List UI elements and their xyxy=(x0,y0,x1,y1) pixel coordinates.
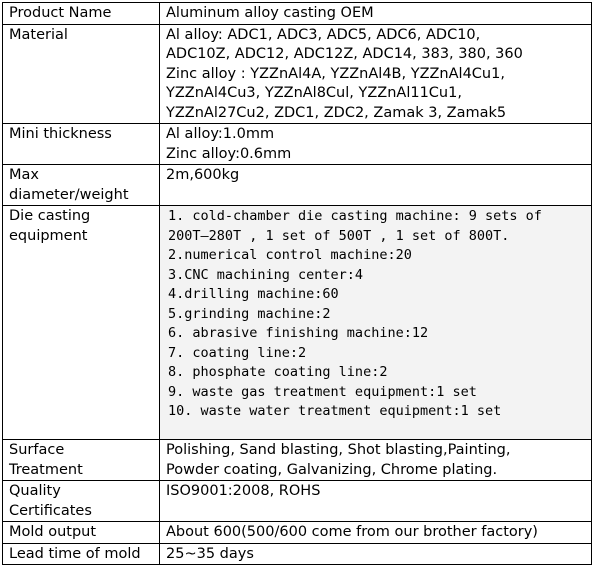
label-text: Max xyxy=(9,167,39,183)
value-text: 10. waste water treatment equipment:1 set xyxy=(168,403,502,419)
row-value xyxy=(160,3,592,25)
label-text: Quality xyxy=(9,483,61,499)
row-value xyxy=(160,124,592,165)
row-value xyxy=(160,522,592,544)
value-text: YZZnAl4Cu3, YZZnAl8Cul, YZZnAl11Cu1, xyxy=(166,85,462,101)
value-text: 1. cold-chamber die casting machine: 9 sets of xyxy=(168,208,542,224)
label-text: Treatment xyxy=(9,461,83,478)
value-text: 4.drilling machine:60 xyxy=(168,286,339,302)
value-text: 2.numerical control machine:20 xyxy=(168,247,412,263)
row-value xyxy=(160,24,592,124)
table-row xyxy=(3,206,592,440)
value-text: ADC10Z, ADC12, ADC12Z, ADC14, 383, 380, 360 xyxy=(166,46,523,62)
row-label xyxy=(3,481,160,522)
row-value xyxy=(160,440,592,481)
product-spec-table xyxy=(2,2,592,565)
value-text: 5.grinding machine:2 xyxy=(168,305,331,322)
table-row xyxy=(3,543,592,565)
row-value xyxy=(160,165,592,206)
value-text: Zinc alloy : YZZnAl4A, YZZnAl4B, YZZnAl4Cu1, xyxy=(166,65,505,82)
row-label xyxy=(3,522,160,544)
table-row xyxy=(3,124,592,165)
table-row xyxy=(3,440,592,481)
value-text: Al alloy: ADC1, ADC3, ADC5, ADC6, ADC10, xyxy=(166,26,481,43)
label-text: Mini thickness xyxy=(9,126,112,142)
row-label xyxy=(3,440,160,481)
table-row xyxy=(3,522,592,544)
label-text: Material xyxy=(9,26,68,43)
table-row xyxy=(3,481,592,522)
row-label xyxy=(3,543,160,565)
label-text: Die casting xyxy=(9,208,91,224)
value-text: 200T—280T , 1 set of 500T , 1 set of 800T. xyxy=(168,227,510,244)
label-text: diameter/weight xyxy=(9,186,129,203)
value-text: 7. coating line:2 xyxy=(168,344,307,361)
label-text: Lead time of mold xyxy=(9,545,141,562)
row-label xyxy=(3,124,160,165)
value-text: About 600(500/600 come from our brother factory) xyxy=(166,524,538,540)
row-value xyxy=(160,481,592,522)
value-text: Powder coating, Galvanizing, Chrome plating. xyxy=(166,461,498,478)
value-text: ISO9001:2008, ROHS xyxy=(166,483,321,499)
table-row xyxy=(3,3,592,25)
value-text: 9. waste gas treatment equipment:1 set xyxy=(168,383,477,400)
table-row xyxy=(3,24,592,124)
label-text: equipment xyxy=(9,227,88,244)
value-text: 3.CNC machining center:4 xyxy=(168,266,364,283)
label-text: Mold output xyxy=(9,524,97,540)
label-text: Certificates xyxy=(9,502,92,519)
row-value xyxy=(160,543,592,565)
value-text: 25~35 days xyxy=(166,545,254,562)
value-text: 6. abrasive finishing machine:12 xyxy=(168,325,429,341)
table-row xyxy=(3,165,592,206)
value-text: 8. phosphate coating line:2 xyxy=(168,364,388,380)
value-text: Al alloy:1.0mm xyxy=(166,126,275,142)
label-text: Product Name xyxy=(9,5,112,21)
row-label xyxy=(3,206,160,440)
equipment-list xyxy=(160,206,592,440)
row-label xyxy=(3,3,160,25)
value-text: YZZnAl27Cu2, ZDC1, ZDC2, Zamak 3, Zamak5 xyxy=(166,104,507,121)
row-label xyxy=(3,165,160,206)
value-text: Aluminum alloy casting OEM xyxy=(166,5,374,21)
label-text: Surface xyxy=(9,442,65,458)
value-text: Zinc alloy:0.6mm xyxy=(166,145,292,162)
value-text: 2m,600kg xyxy=(166,167,240,183)
row-label xyxy=(3,24,160,124)
value-text: Polishing, Sand blasting, Shot blasting,Painting, xyxy=(166,442,511,458)
